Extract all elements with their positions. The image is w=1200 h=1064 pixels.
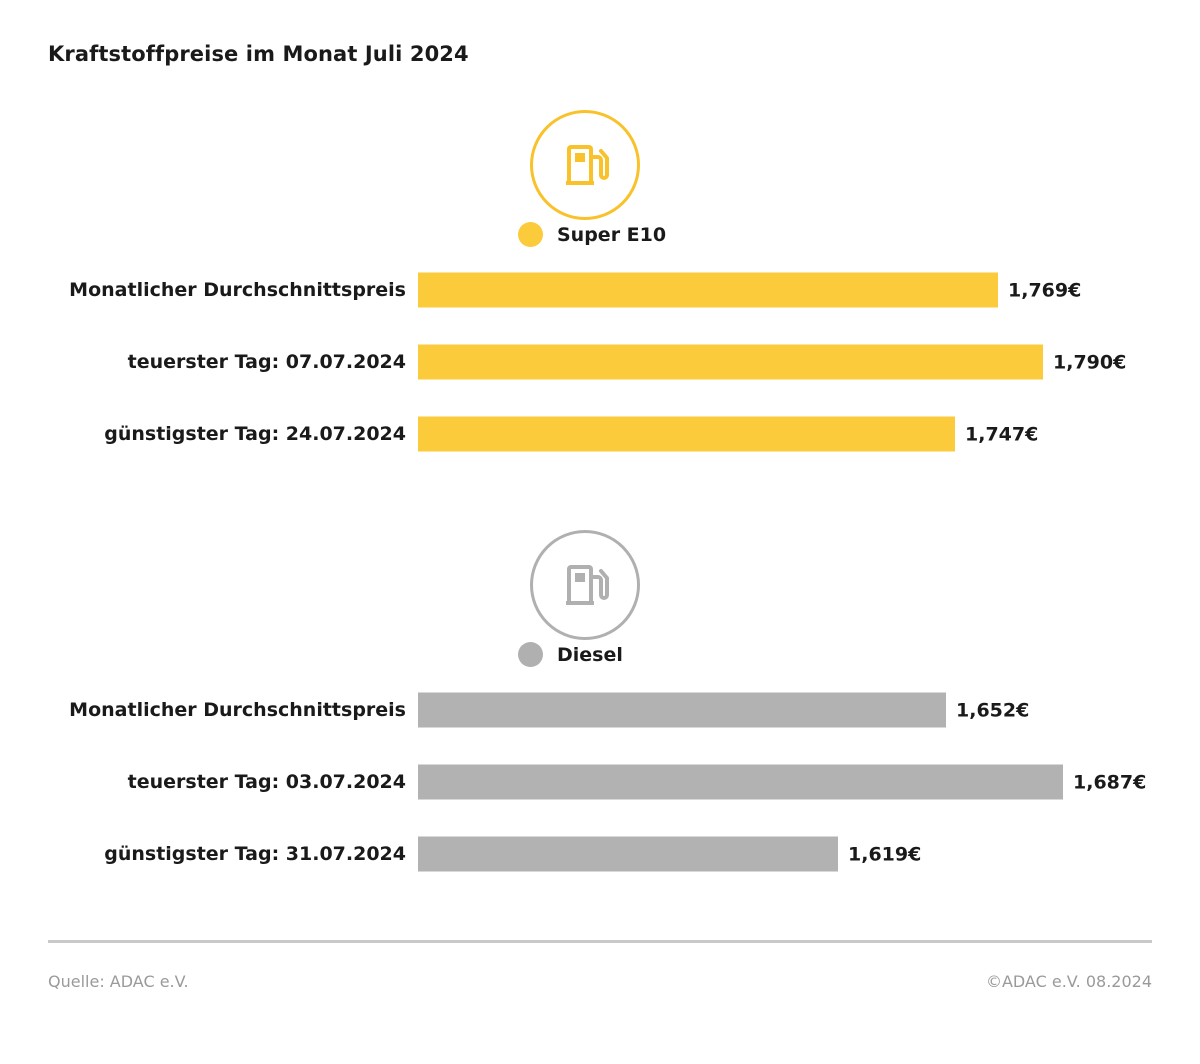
source-note: Quelle: ADAC e.V. bbox=[48, 972, 189, 991]
bar-rows-diesel bbox=[48, 674, 1152, 890]
fuel-group-super-e10 bbox=[48, 100, 1152, 470]
fuel-group-diesel bbox=[48, 520, 1152, 890]
fuel-pump-icon bbox=[530, 530, 640, 640]
bar-row bbox=[48, 818, 1152, 890]
bar-row bbox=[48, 398, 1152, 470]
bar-row-label: Monatlicher Durchschnittspreis bbox=[69, 699, 406, 721]
bar-track bbox=[418, 345, 1152, 380]
bar-value-label: 1,652€ bbox=[956, 699, 1030, 721]
bar-row bbox=[48, 326, 1152, 398]
bar-row-label: Monatlicher Durchschnittspreis bbox=[69, 279, 406, 301]
legend-super-e10 bbox=[518, 222, 666, 247]
bar-value-label: 1,769€ bbox=[1008, 279, 1082, 301]
group-header bbox=[48, 520, 1152, 670]
bar-value-label: 1,687€ bbox=[1073, 771, 1147, 793]
bar-value-label: 1,790€ bbox=[1053, 351, 1127, 373]
bar-fill bbox=[418, 693, 946, 728]
bar-row-label: teuerster Tag: 07.07.2024 bbox=[127, 351, 406, 373]
group-header bbox=[48, 100, 1152, 250]
bar-value-label: 1,747€ bbox=[965, 423, 1039, 445]
bar-row bbox=[48, 746, 1152, 818]
legend-color-dot bbox=[518, 222, 543, 247]
bar-fill bbox=[418, 273, 998, 308]
fuel-pump-icon bbox=[530, 110, 640, 220]
footer-divider bbox=[48, 940, 1152, 943]
legend-diesel bbox=[518, 642, 623, 667]
bar-row-label: günstigster Tag: 24.07.2024 bbox=[104, 423, 406, 445]
bar-rows-super-e10 bbox=[48, 254, 1152, 470]
page-title: Kraftstoffpreise im Monat Juli 2024 bbox=[48, 42, 469, 66]
bar-fill bbox=[418, 345, 1043, 380]
bar-track bbox=[418, 837, 1152, 872]
bar-fill bbox=[418, 417, 955, 452]
bar-row bbox=[48, 674, 1152, 746]
legend-label: Diesel bbox=[557, 643, 623, 666]
bar-fill bbox=[418, 765, 1063, 800]
bar-track bbox=[418, 693, 1152, 728]
legend-label: Super E10 bbox=[557, 223, 667, 246]
bar-row bbox=[48, 254, 1152, 326]
bar-row-label: teuerster Tag: 03.07.2024 bbox=[127, 771, 406, 793]
legend-color-dot bbox=[518, 642, 543, 667]
bar-fill bbox=[418, 837, 838, 872]
bar-row-label: günstigster Tag: 31.07.2024 bbox=[104, 843, 406, 865]
bar-track bbox=[418, 765, 1152, 800]
copyright-note: ©ADAC e.V. 08.2024 bbox=[985, 972, 1152, 991]
bar-track bbox=[418, 417, 1152, 452]
bar-track bbox=[418, 273, 1152, 308]
bar-value-label: 1,619€ bbox=[848, 843, 922, 865]
